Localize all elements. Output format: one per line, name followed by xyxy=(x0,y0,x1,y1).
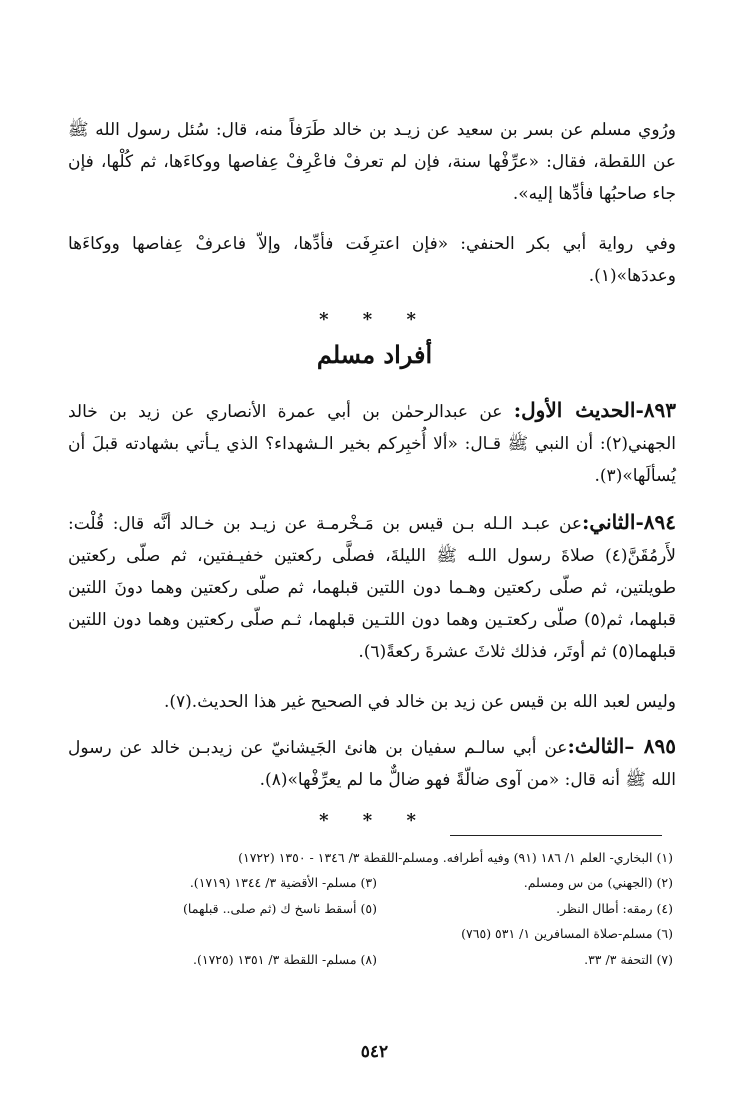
section-title: أفراد مسلم xyxy=(316,340,433,369)
hadith-text: عن أبي سالـم سفيان بن هانئ الجَيشانيّ عن زيدبـن خالد عن رسول الله ﷺ أنه قال: «من آوى ضالّةً فهو ضالٌّ ما لم يعرِّفْها»(٨). xyxy=(68,738,676,790)
hadith-text: عن عبـد الـله بـن قيس بن مَـخْرمـة عن زيـد بن خـالد أنَّه قال: قُلْت: لأَرمُقَنَّ(٤) صلاةَ رسول اللـه ﷺ الليلةَ، فصلَّى ركعتين خفيـفتين، ثم صلّى ركعتين طويلتين، ثم صلّى ركعتين وهـما دون اللتين قبلهما، ثم صلّى ركعتين وهما دونَ اللتين قبلهما، ثم(٥) صلّى ركعتـين وهما دون اللتـين قبلهما، ثـم صلّى ركعتين وهما دون اللتين قبلهما(٥) ثم أوتَر، فذلك ثلاثَ عشرةَ ركعةً(٦). xyxy=(68,514,676,662)
footnote-3: (٣) مسلم- الأقضية ٣/ ١٣٤٤ (١٧١٩). xyxy=(189,875,377,890)
page-number: ٥٤٢ xyxy=(360,1042,389,1062)
footnote-1: (١) البخاري- العلم ١/ ١٨٦ (٩١) وفيه أطرافه. ومسلم-اللقطة ٣/ ١٣٤٦ - ١٣٥٠ (١٧٢٢) xyxy=(238,850,673,865)
hadith-label: الحديث الأول: xyxy=(513,398,636,422)
paragraph-hanafi-narration: وفي رواية أبي بكر الحنفي: «فإن اعترِفَت فأدِّها، وإلاّ فاعرفْ عِفاصها ووكاءَها وعددَها»(١). xyxy=(68,234,676,286)
footnote-2: (٢) (الجهني) من س ومسلم. xyxy=(523,875,673,890)
footnote-4: (٤) رمقه: أطال النظر. xyxy=(556,901,673,916)
hadith-895 xyxy=(68,730,676,796)
hadith-893 xyxy=(68,394,676,492)
hadith-label: الثالث: xyxy=(567,734,625,758)
hadith-number: ٨٩٣- xyxy=(635,398,677,422)
hadith-number: ٨٩٤- xyxy=(635,510,676,534)
footnote-5: (٥) أسقط ناسخ ك (ثم صلى.. قبلهما) xyxy=(183,901,377,916)
paragraph-bishr-narration: ورُوي مسلم عن بسر بن سعيد عن زيـد بن خالد طَرَفاً منه، قال: سُئل رسول الله ﷺ عن اللقطة، فقال: «عرِّفْها سنة، فإن لم تعرفْ فاعْرِفْ عِفاصها ووكاءَها، ثم كُلْها، فإن جاء صاحبُها فأدِّها إليه». xyxy=(68,120,676,204)
hadith-label: الثاني: xyxy=(582,510,636,534)
hadith-894 xyxy=(68,506,676,668)
footnote-8: (٨) مسلم- اللقطة ٣/ ١٣٥١ (١٧٢٥). xyxy=(193,952,377,967)
footnote-rule xyxy=(450,835,662,836)
separator-stars: * * * xyxy=(319,309,430,330)
hadith-text: عن عبدالرحمٰن بن أبي عمرة الأنصاري عن زيد بن خالد الجهني(٢): أن النبي ﷺ قـال: «ألا أُخبِركم بخير الـشهداء؟ الذي يـأتي بشهادته قبلَ أن يُسألَها»(٣). xyxy=(68,402,676,486)
paragraph-note-abdullah: وليس لعبد الله بن قيس عن زيد بن خالد في الصحيح غير هذا الحديث.(٧). xyxy=(163,692,676,712)
footnote-6: (٦) مسلم-صلاة المسافرين ١/ ٥٣١ (٧٦٥) xyxy=(461,926,673,941)
separator-stars: * * * xyxy=(319,810,430,831)
hadith-number: ٨٩٥ – xyxy=(624,734,676,758)
footnote-7: (٧) التحفة ٣/ ٣٣. xyxy=(584,952,673,967)
